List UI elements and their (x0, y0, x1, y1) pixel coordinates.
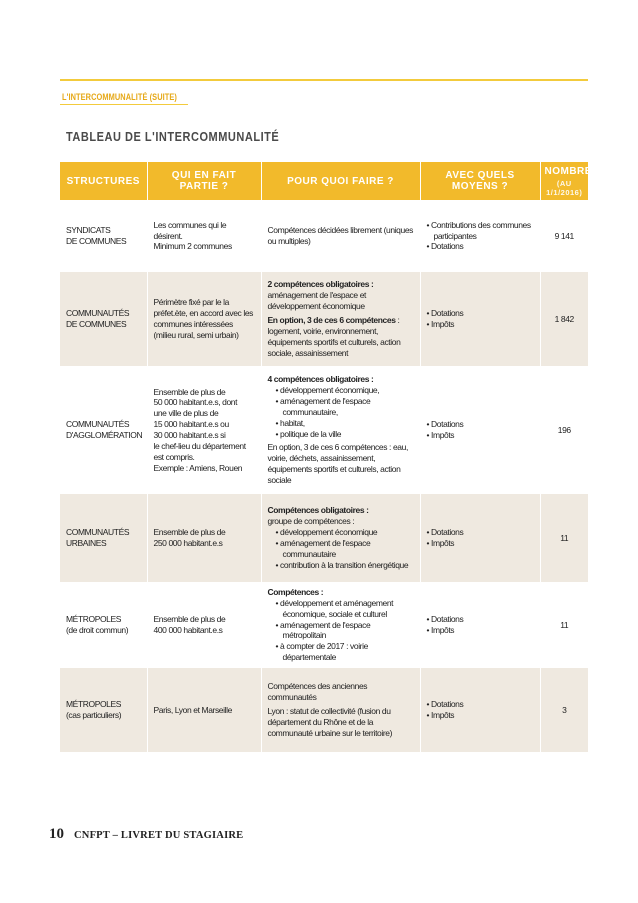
list-item: • aménagement de l'espace communautaire, (276, 396, 414, 418)
list-item: • Impôts (427, 538, 534, 549)
header-pourquoi: POUR QUOI FAIRE ? (261, 162, 420, 200)
list-item: • Dotations (427, 419, 534, 430)
header-qui: QUI EN FAIT PARTIE ? (147, 162, 261, 200)
cell-pourquoi: 4 compétences obligatoires : • développement économique, • aménagement de l'espace communautaire, • habitat, • politique de la ville En option, 3 de ces 6 compétences : eau, voirie, déchets, assainissement, équipements sportifs et culturels, action sociale (261, 366, 420, 494)
header-structures: STRUCTURES (60, 162, 147, 200)
list-item: • Dotations (427, 308, 534, 319)
cell-moyens (420, 668, 540, 752)
top-rule (60, 79, 588, 81)
cell-qui: Ensemble de plus de 50 000 habitant.e.s, dont une ville de plus de 15 000 habitant.e.s ou 30 000 habitant.e.s si le chef-lieu du département est compris. Exemple : Amiens, Rouen (147, 366, 261, 494)
list-item: • à compter de 2017 : voirie départementale (276, 641, 414, 663)
table-row (60, 200, 588, 272)
list-item: • Dotations (427, 614, 534, 625)
list-item: • Impôts (427, 319, 534, 330)
cell-nombre: 1 842 (540, 272, 588, 366)
cell-nombre: 11 (540, 494, 588, 582)
table-title: TABLEAU DE L'INTERCOMMUNALITÉ (66, 130, 280, 144)
cell-qui: Périmètre fixé par le la préfet.ète, en accord avec les communes intéressées (milieu rural, semi urbain) (147, 272, 261, 366)
cell-qui: Paris, Lyon et Marseille (147, 668, 261, 752)
list-item: • développement économique, (276, 385, 414, 396)
cell-qui: Les communes qui le désirent. Minimum 2 communes (147, 200, 261, 272)
table-row (60, 494, 588, 582)
cell-moyens (420, 582, 540, 668)
list-item: • Impôts (427, 625, 534, 636)
cell-nombre: 9 141 (540, 200, 588, 272)
cell-pourquoi: 2 compétences obligatoires : aménagement de l'espace et développement économique En option, 3 de ces 6 compétences : logement, voirie, environnement, équipements sportifs et culturels, action sociale, assainissement (261, 272, 420, 366)
list-item: • développement et aménagement économique, sociale et culturel (276, 598, 414, 620)
cell-nombre: 3 (540, 668, 588, 752)
list-item: • politique de la ville (276, 429, 414, 440)
cell-pourquoi: Compétences obligatoires : groupe de compétences : • développement économique • aménagement de l'espace communautaire • contribution à la transition énergétique (261, 494, 420, 582)
cell-pourquoi: Compétences : • développement et aménagement économique, sociale et culturel • aménagement de l'espace métropolitain • à compter de 2017 : voirie départementale (261, 582, 420, 668)
table-header-row (60, 162, 588, 200)
intercommunalite-table (60, 162, 592, 752)
cell-nombre: 196 (540, 366, 588, 494)
cell-moyens (420, 494, 540, 582)
cell-pourquoi: Compétences décidées librement (uniques ou multiples) (261, 200, 420, 272)
cell-structure: COMMUNAUTÉS DE COMMUNES (60, 272, 147, 366)
header-moyens: AVEC QUELS MOYENS ? (420, 162, 540, 200)
list-item: • contribution à la transition énergétique (276, 560, 414, 571)
cell-nombre: 11 (540, 582, 588, 668)
section-rule (60, 104, 188, 105)
footer-text: CNFPT – LIVRET DU STAGIAIRE (74, 830, 244, 841)
list-item: • habitat, (276, 418, 414, 429)
list-item: • aménagement de l'espace communautaire (276, 538, 414, 560)
cell-moyens (420, 200, 540, 272)
cell-qui: Ensemble de plus de 400 000 habitant.e.s (147, 582, 261, 668)
header-nombre-date: (AU 1/1/2016) (546, 178, 583, 197)
list-item: • aménagement de l'espace métropolitain (276, 620, 414, 642)
table-row (60, 668, 588, 752)
section-title: L'INTERCOMMUNALITÉ (SUITE) (62, 92, 177, 103)
table-row (60, 272, 588, 366)
cell-structure: MÉTROPOLES (de droit commun) (60, 582, 147, 668)
cell-pourquoi: Compétences des anciennes communautés Lyon : statut de collectivité (fusion du département du Rhône et de la communauté urbaine sur le territoire) (261, 668, 420, 752)
cell-moyens (420, 366, 540, 494)
table-row (60, 582, 588, 668)
list-item: • Impôts (427, 430, 534, 441)
page-number: 10 (49, 826, 64, 842)
cell-structure: MÉTROPOLES (cas particuliers) (60, 668, 147, 752)
cell-moyens (420, 272, 540, 366)
list-item: • Dotations (427, 241, 534, 252)
cell-structure: COMMUNAUTÉS URBAINES (60, 494, 147, 582)
cell-structure: COMMUNAUTÉS D'AGGLOMÉRATION (60, 366, 147, 494)
header-nombre-label: NOMBRE (544, 165, 592, 177)
list-item: • Impôts (427, 710, 534, 721)
table-row (60, 366, 588, 494)
cell-qui: Ensemble de plus de 250 000 habitant.e.s (147, 494, 261, 582)
list-item: • Dotations (427, 527, 534, 538)
cell-structure: SYNDICATS DE COMMUNES (60, 200, 147, 272)
list-item: • Contributions des communes participantes (427, 220, 534, 242)
header-nombre (540, 162, 592, 200)
list-item: • Dotations (427, 699, 534, 710)
list-item: • développement économique (276, 527, 414, 538)
